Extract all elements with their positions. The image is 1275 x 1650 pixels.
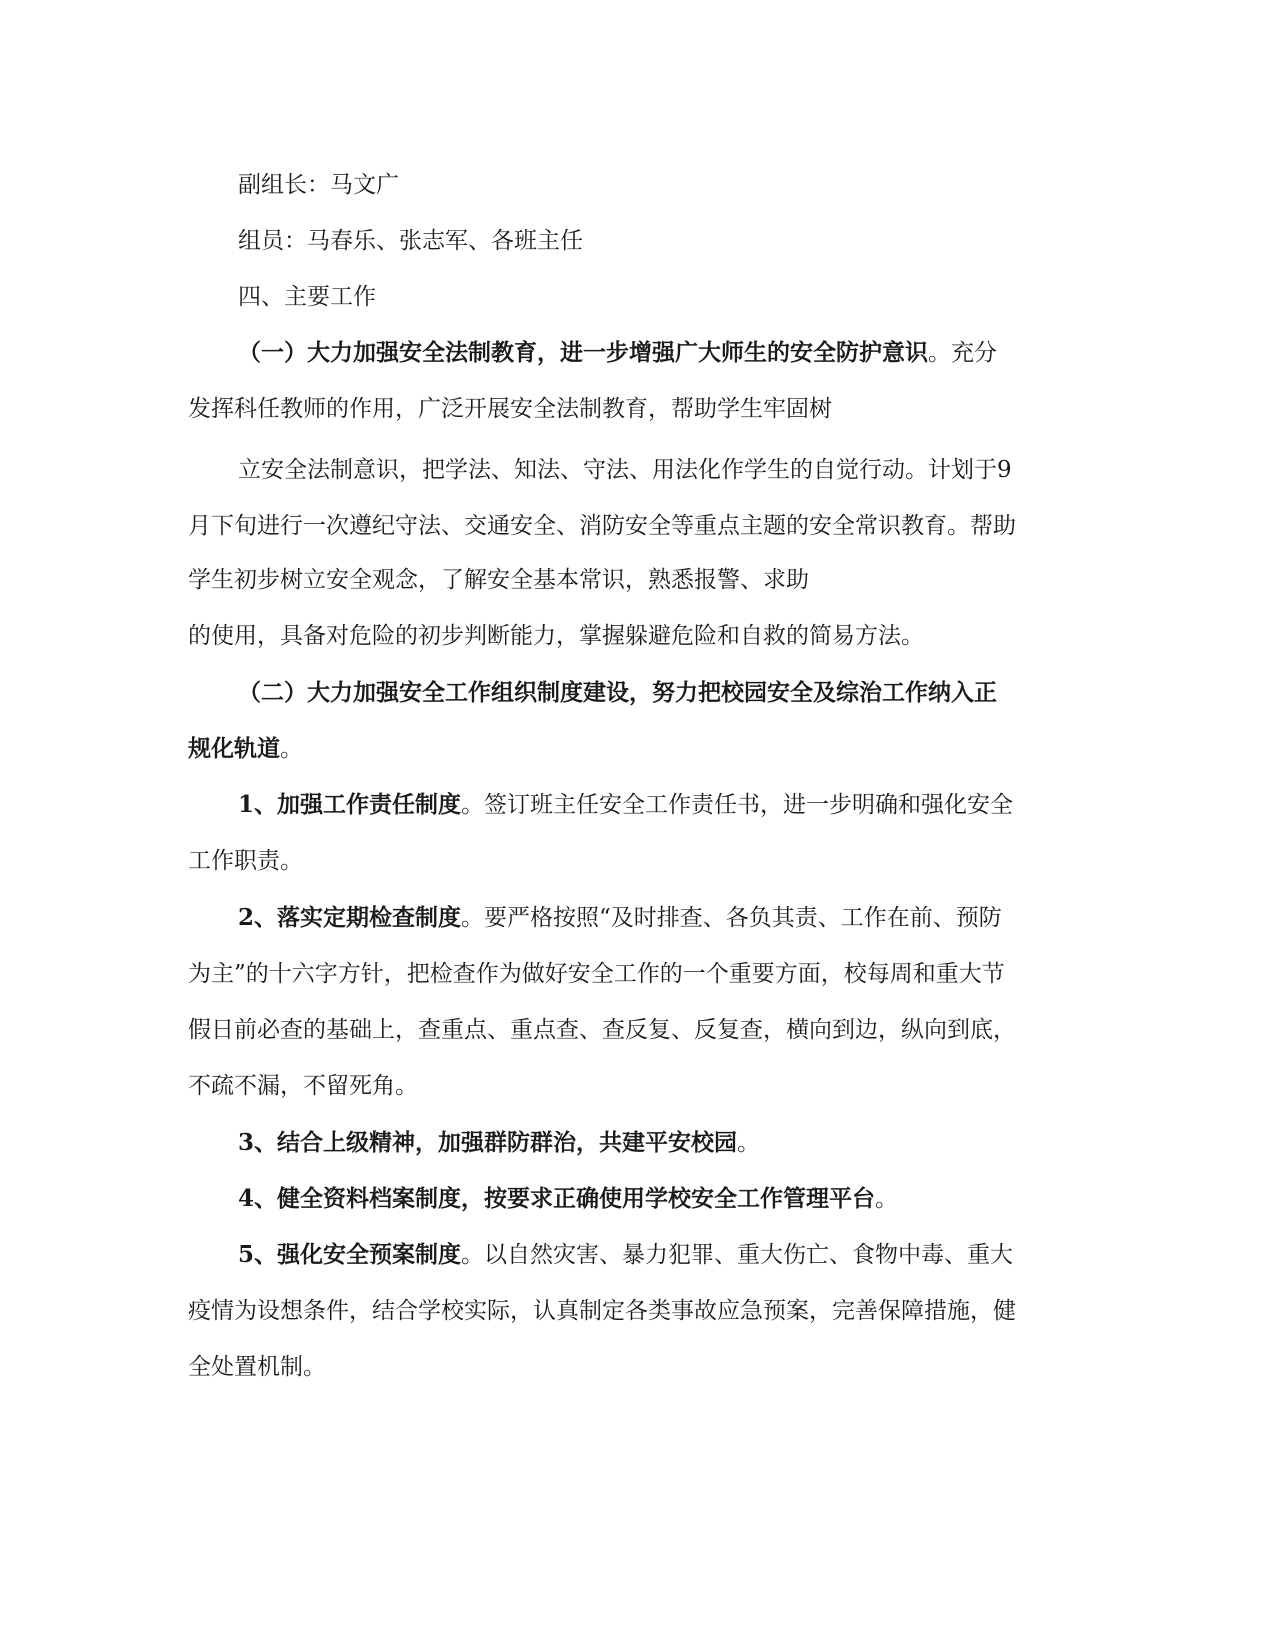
paragraph-line bbox=[188, 959, 1088, 989]
paragraph-line bbox=[188, 1296, 1088, 1326]
bold-text: 5、强化安全预案制度 bbox=[238, 1241, 462, 1268]
item-one bbox=[238, 790, 1138, 820]
text: 。以自然灾害、暴力犯罪、重大伤亡、食物中毒、重大 bbox=[461, 1242, 1014, 1268]
text: 不疏不漏，不留死角。 bbox=[188, 1073, 418, 1099]
text: 四、主要工作 bbox=[238, 284, 376, 310]
item-two bbox=[238, 903, 1138, 933]
text: 学生初步树立安全观念，了解安全基本常识，熟悉报警、求助 bbox=[188, 567, 809, 593]
text: 。充分 bbox=[928, 340, 997, 366]
paragraph-line bbox=[188, 1352, 1088, 1382]
text: 组员：马春乐、张志军、各班主任 bbox=[238, 228, 583, 254]
paragraph-line bbox=[188, 1015, 1088, 1045]
text: 。 bbox=[737, 1130, 761, 1156]
item-five bbox=[238, 1240, 1138, 1270]
paragraph-line bbox=[188, 621, 1088, 651]
text: 的使用，具备对危险的初步判断能力，掌握躲避危险和自救的简易方法。 bbox=[188, 623, 924, 649]
bold-text: 1、加强工作责任制度 bbox=[238, 791, 462, 818]
section-heading-main-work bbox=[238, 282, 1138, 312]
text: 。 bbox=[280, 736, 303, 762]
deputy-leader-line bbox=[238, 170, 1138, 200]
bold-text: （一）大力加强安全法制教育，进一步增强广大师生的安全防护意识 bbox=[238, 339, 928, 366]
text: 立安全法制意识，把学法、知法、守法、用法化作学生的自觉行动。计划于9 bbox=[238, 457, 1012, 483]
bold-text: 规化轨道 bbox=[188, 735, 280, 762]
paragraph-line bbox=[188, 511, 1088, 541]
text: 副组长：马文广 bbox=[238, 172, 399, 198]
text: 全处置机制。 bbox=[188, 1354, 326, 1380]
text: 。要严格按照“及时排查、各负其责、工作在前、预防 bbox=[461, 905, 1002, 931]
text: 疫情为设想条件，结合学校实际，认真制定各类事故应急预案，完善保障措施，健 bbox=[188, 1298, 1016, 1324]
text: 工作职责。 bbox=[188, 848, 303, 874]
subsection-one-heading bbox=[238, 338, 1138, 368]
subsection-two-heading-cont bbox=[188, 734, 1088, 764]
members-line bbox=[238, 226, 1138, 256]
bold-text: （二）大力加强安全工作组织制度建设，努力把校园安全及综治工作纳入正 bbox=[238, 679, 997, 706]
subsection-two-heading bbox=[238, 678, 1138, 708]
item-four bbox=[238, 1184, 1138, 1214]
paragraph-line bbox=[238, 455, 1138, 485]
paragraph-line bbox=[188, 846, 1088, 876]
paragraph-line bbox=[188, 394, 1088, 424]
text: 发挥科任教师的作用，广泛开展安全法制教育，帮助学生牢固树 bbox=[188, 396, 832, 422]
bold-text: 2、落实定期检查制度 bbox=[238, 904, 462, 931]
paragraph-line bbox=[188, 565, 1088, 595]
text: 月下旬进行一次遵纪守法、交通安全、消防安全等重点主题的安全常识教育。帮助 bbox=[188, 513, 1016, 539]
bold-text: 3、结合上级精神，加强群防群治，共建平安校园 bbox=[238, 1129, 738, 1156]
bold-text: 4、健全资料档案制度，按要求正确使用学校安全工作管理平台 bbox=[238, 1185, 876, 1212]
text: 。 bbox=[875, 1186, 899, 1212]
text: 。签订班主任安全工作责任书，进一步明确和强化安全 bbox=[461, 792, 1014, 818]
paragraph-line bbox=[188, 1071, 1088, 1101]
item-three bbox=[238, 1128, 1138, 1158]
text: 假日前必查的基础上，查重点、重点查、查反复、反复查，横向到边，纵向到底， bbox=[188, 1017, 1016, 1043]
text: 为主”的十六字方针，把检查作为做好安全工作的一个重要方面，校每周和重大节 bbox=[188, 961, 1005, 987]
